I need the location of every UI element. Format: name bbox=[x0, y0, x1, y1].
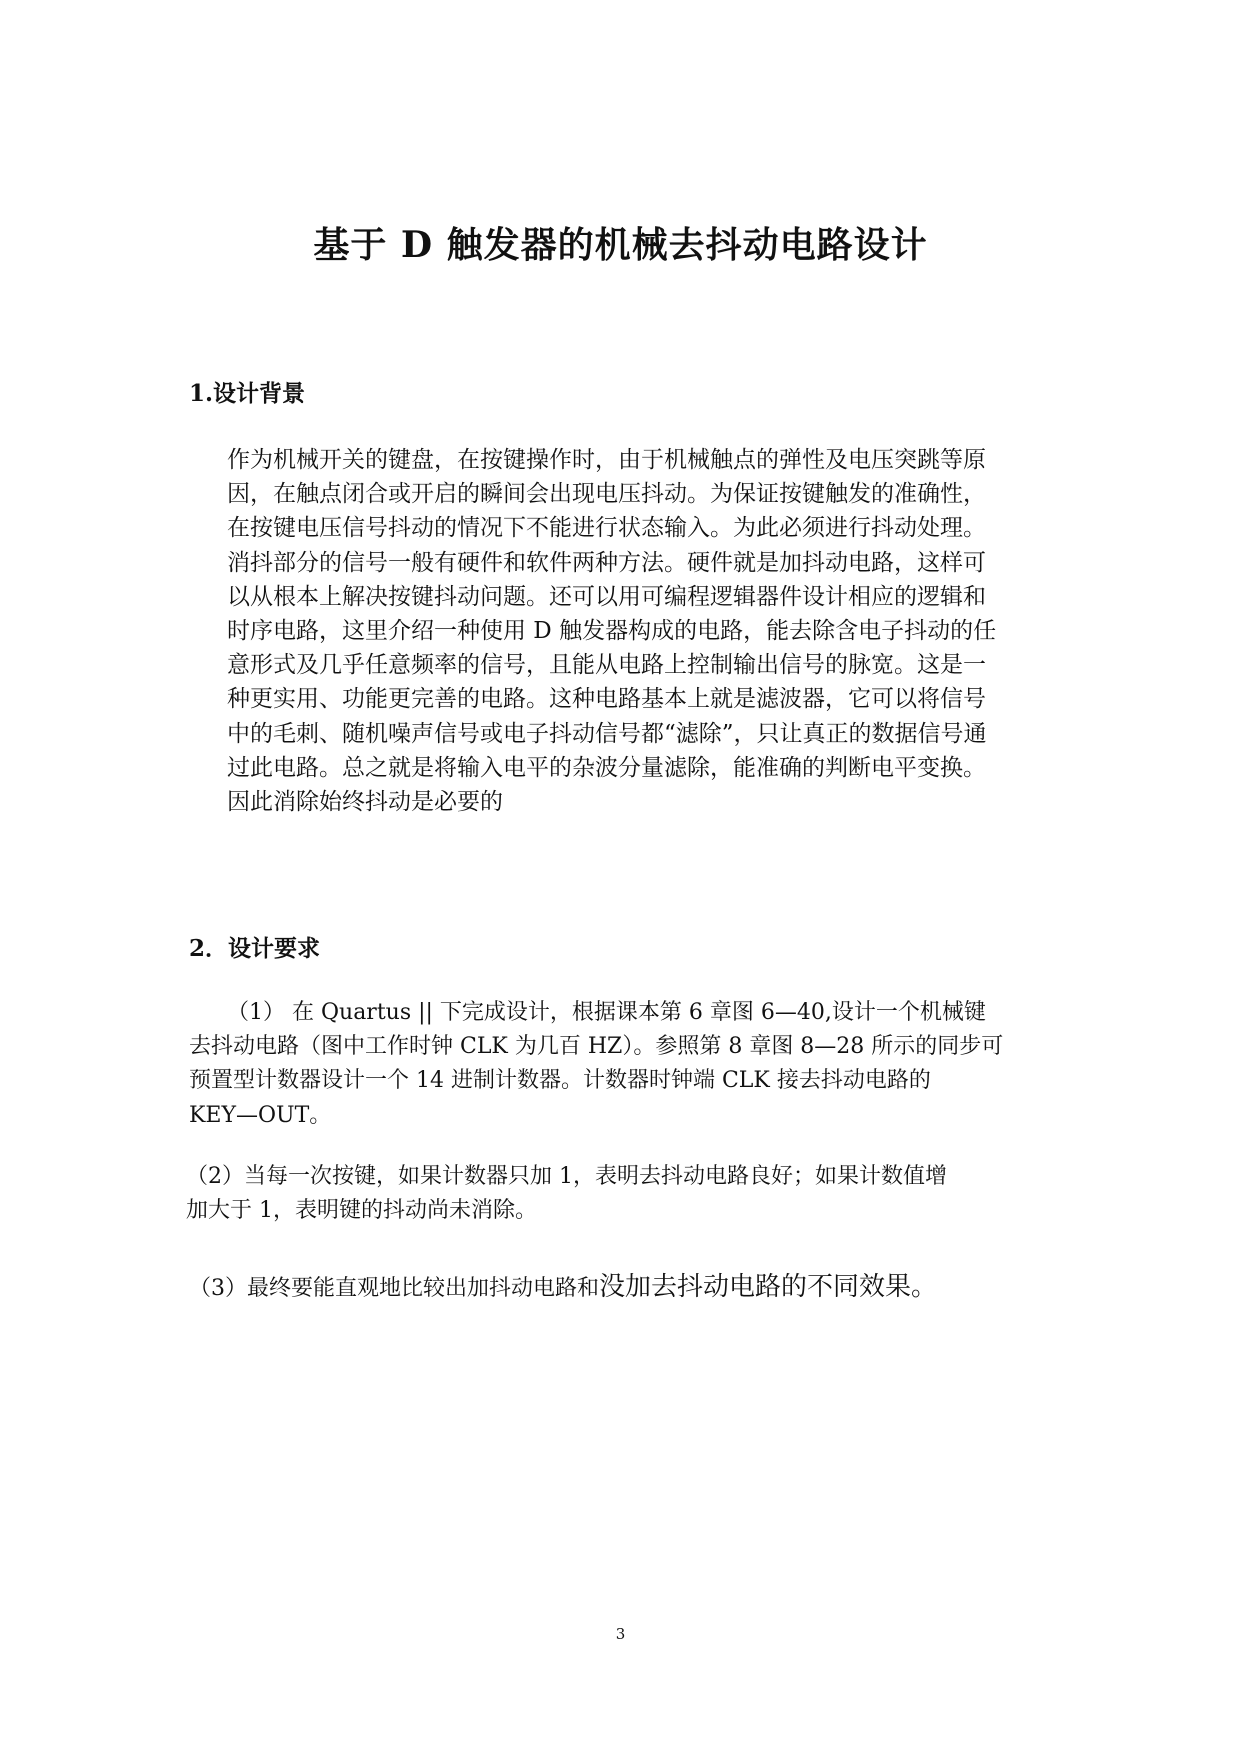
requirement-line: 去抖动电路（图中工作时钟 CLK 为几百 HZ）。参照第 8 章图 8—28 所示的同步可 bbox=[189, 1034, 1004, 1060]
requirement-2 bbox=[186, 1160, 947, 1228]
requirement-3-text-a: （3）最终要能直观地比较出加抖动电路和 bbox=[189, 1276, 599, 1301]
paragraph-line: 以从根本上解决按键抖动问题。还可以用可编程逻辑器件设计相应的逻辑和 bbox=[227, 583, 986, 610]
paragraph-line: 因，在触点闭合或开启的瞬间会出现电压抖动。为保证按键触发的准确性， bbox=[227, 481, 986, 508]
requirement-line: 加大于 1，表明键的抖动尚未消除。 bbox=[186, 1198, 537, 1224]
requirement-3-text-b: 没加去抖动电路的不同效果。 bbox=[599, 1272, 938, 1302]
paragraph-line: 中的毛刺、随机噪声信号或电子抖动信号都“滤除”，只让真正的数据信号通 bbox=[227, 720, 987, 747]
requirement-line: KEY—OUT。 bbox=[189, 1102, 332, 1128]
paragraph-line: 种更实用、功能更完善的电路。这种电路基本上就是滤波器，它可以将信号 bbox=[227, 686, 986, 713]
background-paragraph bbox=[227, 443, 996, 819]
paragraph-line: 在按键电压信号抖动的情况下不能进行状态输入。为此必须进行抖动处理。 bbox=[227, 515, 986, 542]
paragraph-line: 过此电路。总之就是将输入电平的杂波分量滤除，能准确的判断电平变换。 bbox=[227, 754, 986, 781]
requirement-line: 预置型计数器设计一个 14 进制计数器。计数器时钟端 CLK 接去抖动电路的 bbox=[189, 1068, 931, 1094]
requirement-line: （1） 在 Quartus || 下完成设计，根据课本第 6 章图 6—40,设计一个机械键 bbox=[227, 1000, 986, 1025]
paragraph-line: 意形式及几乎任意频率的信号，且能从电路上控制输出信号的脉宽。这是一 bbox=[227, 652, 986, 679]
requirement-3 bbox=[189, 1270, 937, 1306]
document-title: 基于 D 触发器的机械去抖动电路设计 bbox=[313, 224, 928, 266]
section-heading-background: 1.设计背景 bbox=[189, 380, 306, 407]
section-heading-requirements: 2．设计要求 bbox=[189, 935, 321, 962]
paragraph-line: 因此消除始终抖动是必要的 bbox=[227, 788, 503, 815]
paragraph-line: 作为机械开关的键盘，在按键操作时，由于机械触点的弹性及电压突跳等原 bbox=[227, 447, 986, 473]
paragraph-line: 时序电路，这里介绍一种使用 D 触发器构成的电路，能去除含电子抖动的任 bbox=[227, 617, 997, 644]
paragraph-line: 消抖部分的信号一般有硬件和软件两种方法。硬件就是加抖动电路，这样可 bbox=[227, 549, 986, 576]
page-number: 3 bbox=[615, 1625, 626, 1643]
requirement-1 bbox=[189, 996, 1003, 1133]
requirement-line: （2）当每一次按键，如果计数器只加 1，表明去抖动电路良好；如果计数值增 bbox=[186, 1164, 947, 1189]
